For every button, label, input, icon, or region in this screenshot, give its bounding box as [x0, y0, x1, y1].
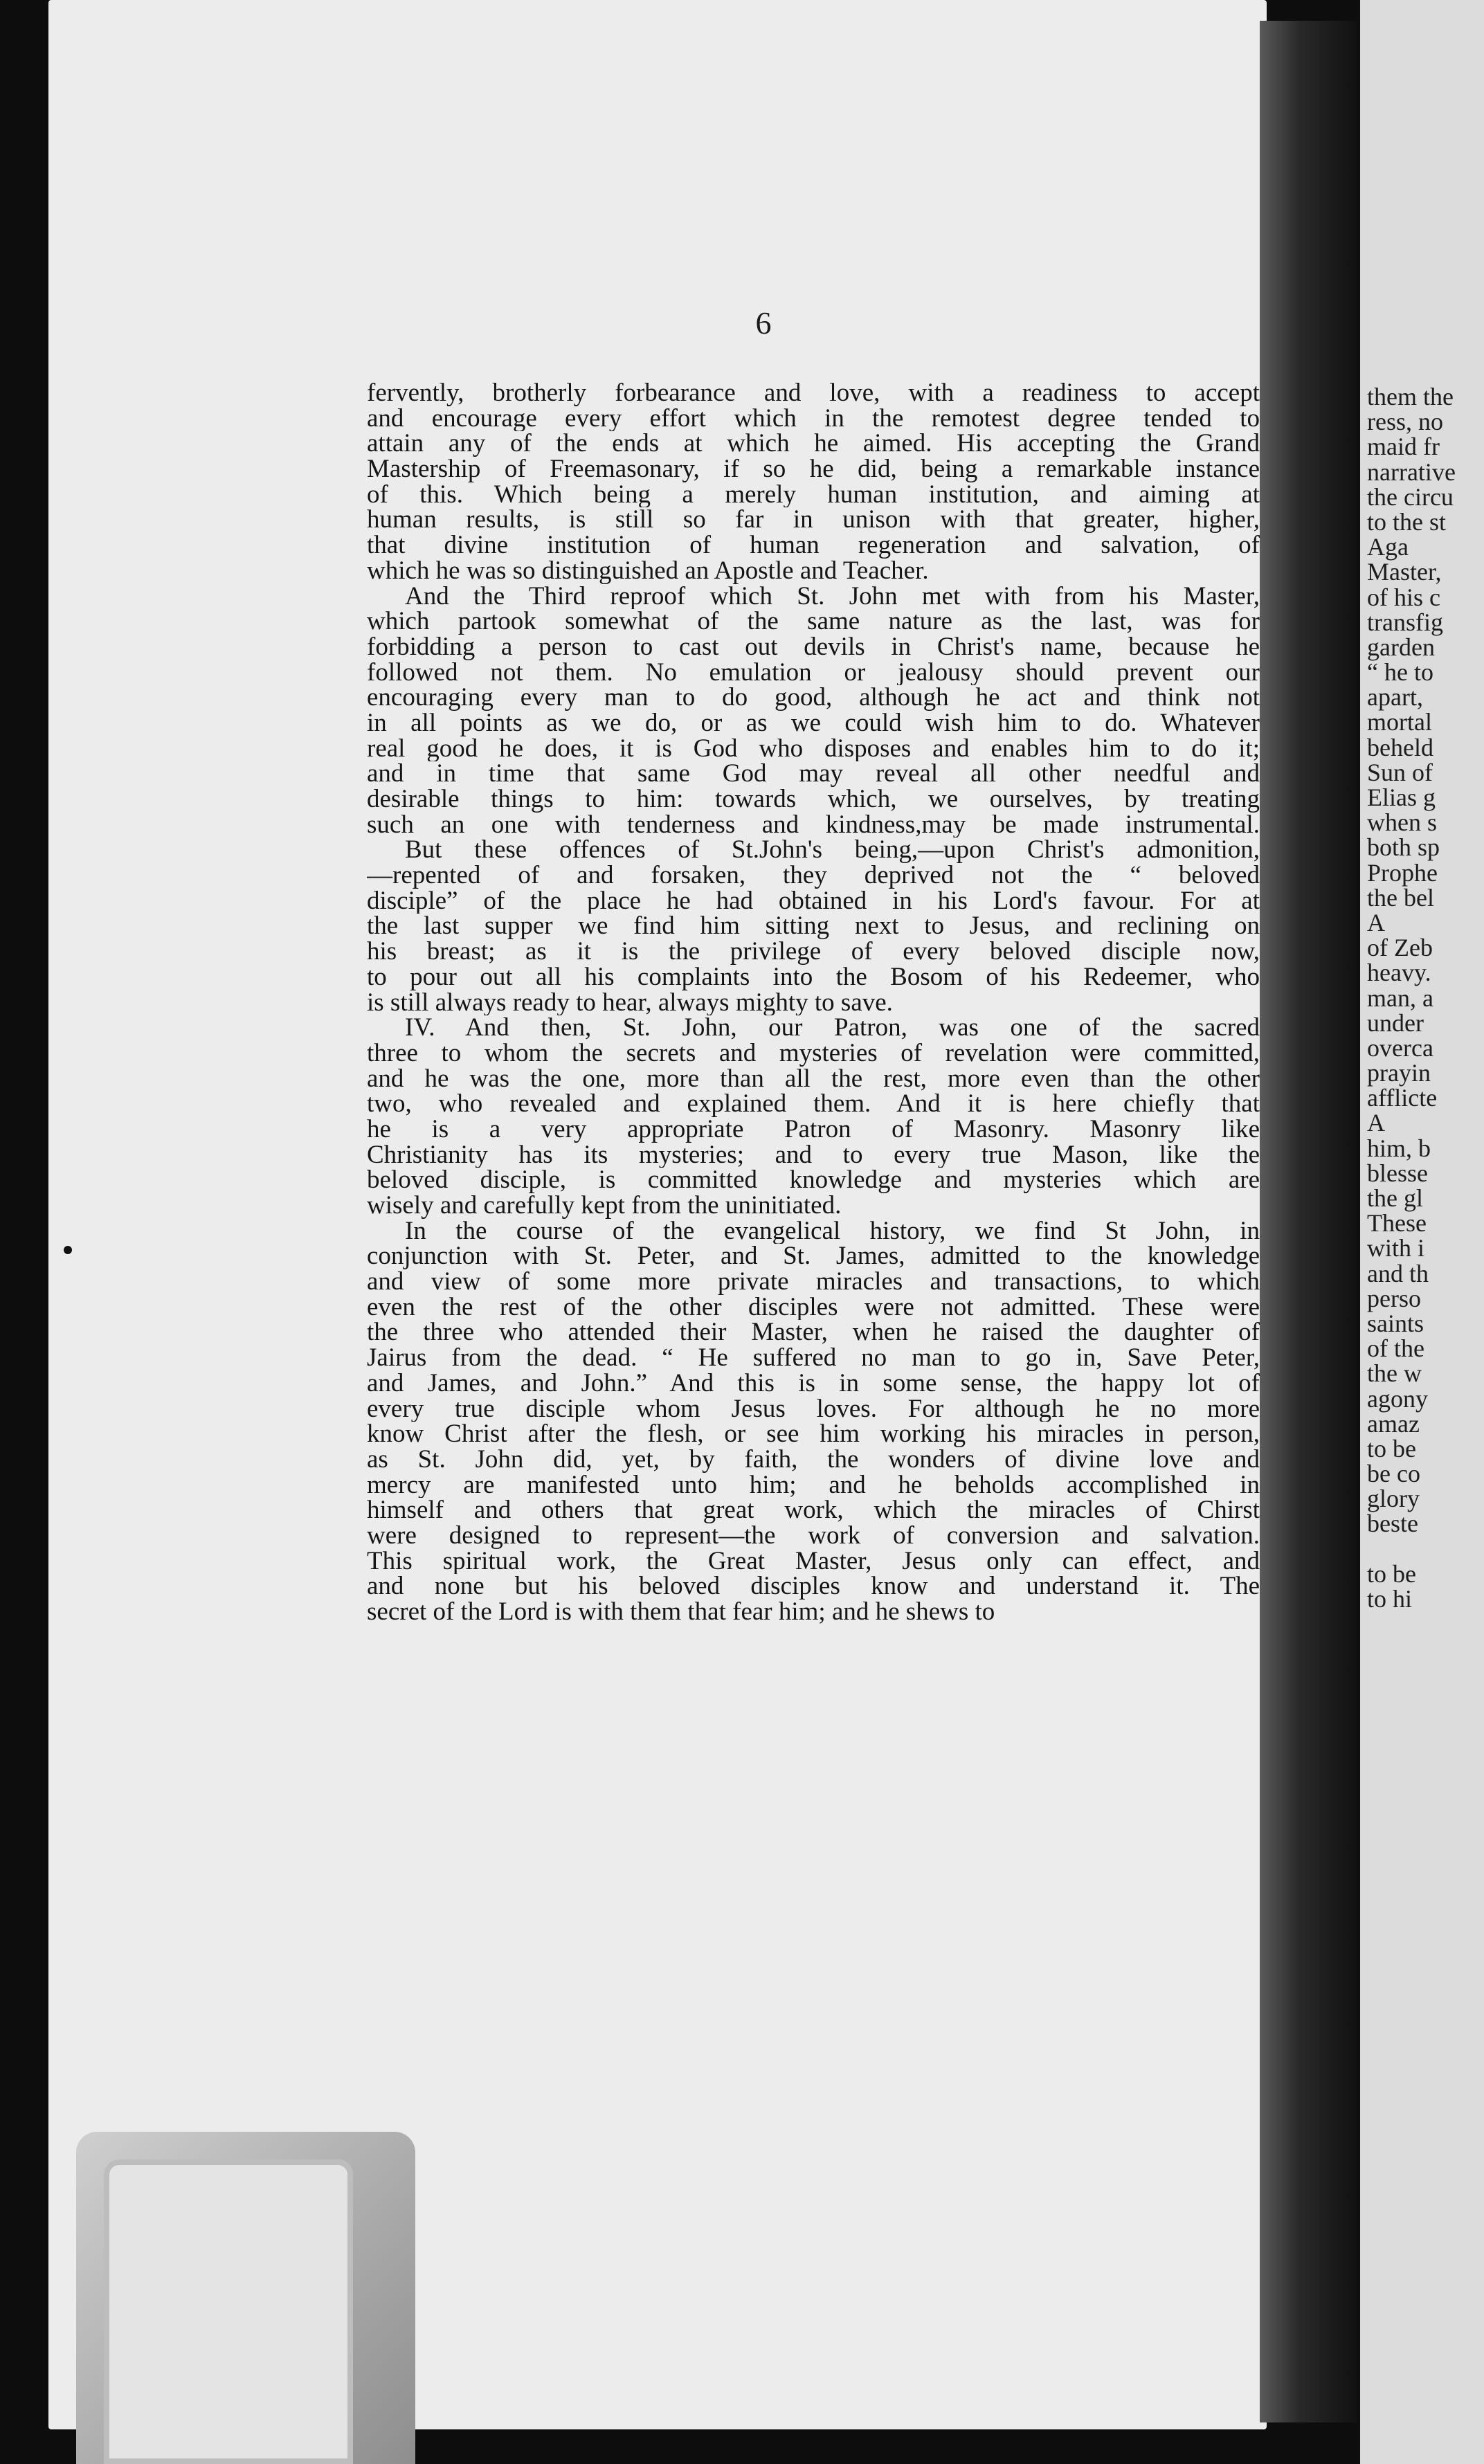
right-page-line: Sun of [1367, 758, 1433, 786]
right-page-line: and th [1367, 1259, 1429, 1287]
text-line: of this. Which being a merely human institution, and aiming at [367, 482, 1260, 508]
text-line: wisely and carefully kept from the uninitiated. [367, 1193, 842, 1219]
text-line: encouraging every man to do good, although he act and think not [367, 685, 1260, 711]
right-page-line: when s [1367, 808, 1437, 837]
text-line: is still always ready to hear, always mighty to save. [367, 990, 893, 1016]
right-page-line: Prophe [1367, 858, 1438, 887]
text-line: disciple” of the place he had obtained in his Lord's favour. For at [367, 888, 1260, 914]
right-page-line: beste [1367, 1510, 1418, 1538]
right-page-line: man, a [1367, 984, 1433, 1012]
right-page-line: both sp [1367, 833, 1440, 862]
text-line: and none but his beloved disciples know and understand it. The [367, 1574, 1260, 1600]
text-line: real good he does, it is God who disposes and enables him to do it; [367, 736, 1260, 762]
right-page-line [1367, 1537, 1484, 1561]
text-line: Christianity has its mysteries; and to every true Mason, like the [367, 1142, 1260, 1168]
body-text [367, 381, 1260, 1625]
text-line: desirable things to him: towards which, we ourselves, by treating [367, 787, 1260, 813]
right-page-line: narrative [1367, 458, 1456, 486]
text-line: —repented of and forsaken, they deprived not the “ beloved [367, 863, 1260, 889]
right-page-line: beheld [1367, 733, 1433, 761]
right-page-line: him, b [1367, 1134, 1431, 1162]
right-page-line: blesse [1367, 1159, 1428, 1187]
text-line: in all points as we do, or as we could wish him to do. Whatever [367, 710, 1260, 736]
right-page-line: agony [1367, 1384, 1428, 1413]
right-page-line: to be [1367, 1434, 1416, 1462]
text-line: Jairus from the dead. “ He suffered no man to go in, Save Peter, [367, 1346, 1260, 1371]
right-page-line: be co [1367, 1460, 1420, 1488]
right-page-line: Aga [1367, 533, 1409, 561]
right-page-line: overca [1367, 1033, 1433, 1062]
text-line: even the rest of the other disciples were not admitted. These were [367, 1294, 1260, 1321]
text-line: IV. And then, St. John, our Patron, was one of the sacred [405, 1015, 1260, 1041]
right-page-line: Elias g [1367, 783, 1436, 811]
text-line: and he was the one, more than all the rest, more even than the other [367, 1066, 1260, 1092]
text-line: And the Third reproof which St. John met with from his Master, [405, 583, 1260, 610]
text-line: followed not them. No emulation or jealousy should prevent our [367, 660, 1260, 686]
text-line: which he was so distinguished an Apostle and Teacher. [367, 558, 929, 584]
text-line: that divine institution of human regeneration and salvation, of [367, 533, 1260, 559]
right-page-line: A [1367, 1109, 1385, 1137]
text-line: his breast; as it is the privilege of every beloved disciple now, [367, 939, 1260, 965]
right-page-line: with i [1367, 1234, 1425, 1262]
text-line: such an one with tenderness and kindness,may be made instrumental. [367, 812, 1260, 838]
text-line: himself and others that great work, which the miracles of Chirst [367, 1498, 1260, 1523]
right-page-line: amaz [1367, 1409, 1420, 1438]
text-line: human results, is still so far in unison with that greater, higher, [367, 507, 1260, 534]
text-line: which partook somewhat of the same nature as the last, was for [367, 609, 1260, 635]
text-line: fervently, brotherly forbearance and love, with a readiness to accept [367, 381, 1260, 406]
right-page [1360, 0, 1484, 2464]
right-page-line: to be [1367, 1559, 1416, 1588]
right-page-line: “ he to [1367, 658, 1433, 687]
right-page-line: to the st [1367, 507, 1446, 536]
right-page-line: the circu [1367, 482, 1454, 511]
text-line: were designed to represent—the work of conversion and salvation. [367, 1523, 1260, 1549]
right-page-line: ress, no [1367, 408, 1443, 436]
right-page-line: of his c [1367, 583, 1440, 611]
text-line: beloved disciple, is committed knowledge and mysteries which are [367, 1168, 1260, 1193]
right-page-line: garden [1367, 633, 1435, 661]
text-line: secret of the Lord is with them that fear him; and he shews to [367, 1600, 995, 1625]
text-line: Mastership of Freemasonary, if so he did, being a remarkable instance [367, 457, 1260, 482]
binding-gutter [1260, 21, 1357, 2422]
right-page-line: prayin [1367, 1059, 1431, 1087]
right-page-line: saints [1367, 1309, 1424, 1337]
text-line: forbidding a person to cast out devils in Christ's name, because he [367, 634, 1260, 660]
text-line: and view of some more private miracles and transactions, to which [367, 1269, 1260, 1295]
right-page-line: perso [1367, 1284, 1421, 1312]
text-line: conjunction with St. Peter, and St. James, admitted to the knowledge [367, 1244, 1260, 1270]
right-page-line: transfig [1367, 608, 1443, 636]
right-page-line: glory [1367, 1485, 1420, 1513]
text-line: In the course of the evangelical history, we find St John, in [405, 1218, 1260, 1244]
right-page-line: Master, [1367, 558, 1442, 586]
right-page-line: apart, [1367, 683, 1423, 712]
text-line: know Christ after the flesh, or see him working his miracles in person, [367, 1422, 1260, 1447]
right-page-line: to hi [1367, 1585, 1413, 1613]
right-page-line: them the [1367, 383, 1454, 410]
right-page-line: These [1367, 1209, 1427, 1238]
right-page-text [1367, 384, 1484, 1611]
text-line: every true disciple whom Jesus loves. For although he no more [367, 1396, 1260, 1422]
right-page-line: the bel [1367, 883, 1434, 912]
right-page-line: heavy. [1367, 959, 1431, 987]
text-line: three to whom the secrets and mysteries of revelation were committed, [367, 1040, 1260, 1067]
right-page-line: under [1367, 1008, 1424, 1037]
text-line: as St. John did, yet, by faith, the wonders of divine love and [367, 1447, 1260, 1473]
page-clip-inner [104, 2159, 353, 2464]
right-page-line: afflicte [1367, 1084, 1438, 1112]
text-line: he is a very appropriate Patron of Masonry. Masonry like [367, 1116, 1260, 1143]
right-page-line: of the [1367, 1334, 1424, 1363]
text-line: two, who revealed and explained them. And it is here chiefly that [367, 1091, 1260, 1117]
text-line: and in time that same God may reveal all other needful and [367, 761, 1260, 787]
text-line: But these offences of St.John's being,—upon Christ's admonition, [405, 837, 1260, 864]
text-line: the last supper we find him sitting next to Jesus, and reclining on [367, 914, 1260, 940]
text-line: and James, and John.” And this is in some sense, the happy lot of [367, 1370, 1260, 1397]
right-page-line: maid fr [1367, 433, 1440, 461]
page-number: 6 [755, 305, 772, 341]
margin-dot [64, 1246, 72, 1254]
right-page-line: A [1367, 908, 1385, 936]
text-line: and encourage every effort which in the remotest degree tended to [367, 406, 1260, 432]
text-line: attain any of the ends at which he aimed. His accepting the Grand [367, 431, 1260, 458]
right-page-line: of Zeb [1367, 934, 1433, 962]
right-page-line: mortal [1367, 708, 1432, 736]
text-line: the three who attended their Master, when he raised the daughter of [367, 1320, 1260, 1346]
text-line: to pour out all his complaints into the Bosom of his Redeemer, who [367, 964, 1260, 990]
text-line: This spiritual work, the Great Master, Jesus only can effect, and [367, 1548, 1260, 1575]
right-page-line: the gl [1367, 1184, 1423, 1212]
text-line: mercy are manifested unto him; and he beholds accomplished in [367, 1472, 1260, 1498]
right-page-line: the w [1367, 1359, 1422, 1388]
